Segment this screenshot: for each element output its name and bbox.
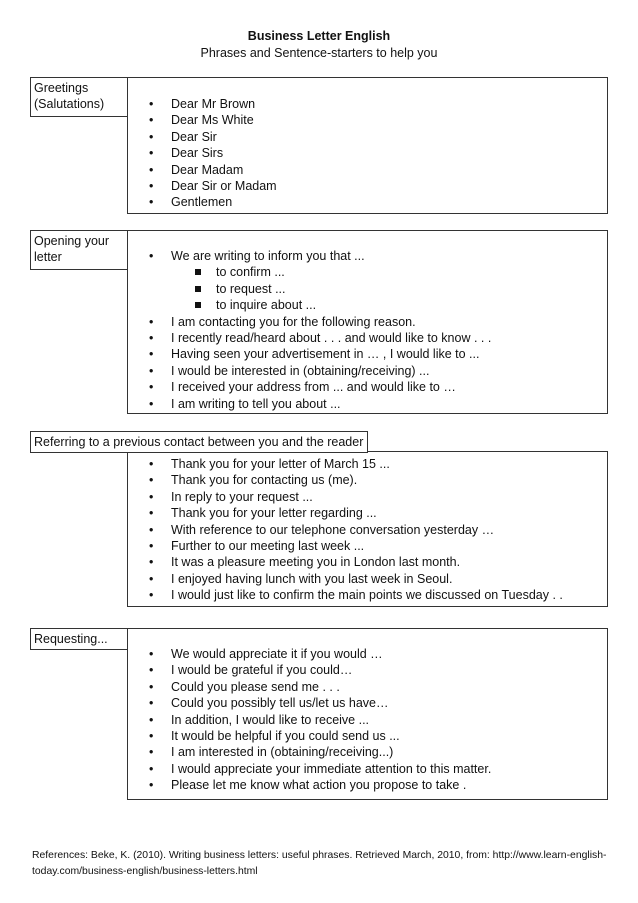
list-item: • Gentlemen: [145, 194, 277, 210]
list-item: • Thank you for your letter regarding ...: [145, 505, 563, 521]
list-item: • We are writing to inform you that ...: [145, 248, 491, 264]
greetings-label: Greetings (Salutations): [30, 77, 128, 117]
list-item: • Thank you for your letter of March 15 ...: [145, 456, 563, 472]
sub-list-item: to confirm ...: [145, 264, 491, 280]
list-item: • I would appreciate your immediate attention to this matter.: [145, 761, 491, 777]
opening-label: Opening your letter: [30, 230, 128, 270]
list-item: • In reply to your request ...: [145, 489, 563, 505]
sub-list-item: to inquire about ...: [145, 297, 491, 313]
list-item: • I enjoyed having lunch with you last week in Seoul.: [145, 571, 563, 587]
list-item: • I would just like to confirm the main points we discussed on Tuesday . .: [145, 587, 563, 603]
list-item: • I am writing to tell you about ...: [145, 396, 491, 412]
document-subtitle: Phrases and Sentence-starters to help you: [200, 46, 438, 60]
list-item: • Further to our meeting last week ...: [145, 538, 563, 554]
list-item: • With reference to our telephone conversation yesterday …: [145, 522, 563, 538]
referring-label: Referring to a previous contact between you and the reader: [30, 431, 368, 453]
requesting-list: [145, 646, 491, 794]
list-item: • Dear Madam: [145, 162, 277, 178]
list-item: • Dear Sir or Madam: [145, 178, 277, 194]
list-item: • I received your address from ... and would like to …: [145, 379, 491, 395]
list-item: • It was a pleasure meeting you in London last month.: [145, 554, 563, 570]
greetings-list: [145, 96, 277, 211]
list-item: • Dear Sir: [145, 129, 277, 145]
list-item: • I am contacting you for the following reason.: [145, 314, 491, 330]
list-item: • It would be helpful if you could send us ...: [145, 728, 491, 744]
list-item: • Dear Mr Brown: [145, 96, 277, 112]
list-item: • Thank you for contacting us (me).: [145, 472, 563, 488]
list-item: • Could you possibly tell us/let us have…: [145, 695, 491, 711]
list-item: • Dear Sirs: [145, 145, 277, 161]
list-item: • Could you please send me . . .: [145, 679, 491, 695]
list-item: • I am interested in (obtaining/receiving...): [145, 744, 491, 760]
document-title: Business Letter English: [247, 29, 391, 43]
list-item: • I would be interested in (obtaining/receiving) ...: [145, 363, 491, 379]
list-item: • I would be grateful if you could…: [145, 662, 491, 678]
list-item: • We would appreciate it if you would …: [145, 646, 491, 662]
sub-list-item: to request ...: [145, 281, 491, 297]
list-item: • Please let me know what action you propose to take .: [145, 777, 491, 793]
requesting-label: Requesting...: [30, 628, 128, 650]
referring-list: [145, 456, 563, 604]
list-item: • In addition, I would like to receive ...: [145, 712, 491, 728]
list-item: • Having seen your advertisement in … , I would like to ...: [145, 346, 491, 362]
list-item: • Dear Ms White: [145, 112, 277, 128]
opening-list: [145, 248, 491, 412]
list-item: • I recently read/heard about . . . and would like to know . . .: [145, 330, 491, 346]
references: References: Beke, K. (2010). Writing business letters: useful phrases. Retrieved March, 2010, from: http://www.learn-english-today.com/business-english/business-letters.html: [32, 850, 607, 877]
